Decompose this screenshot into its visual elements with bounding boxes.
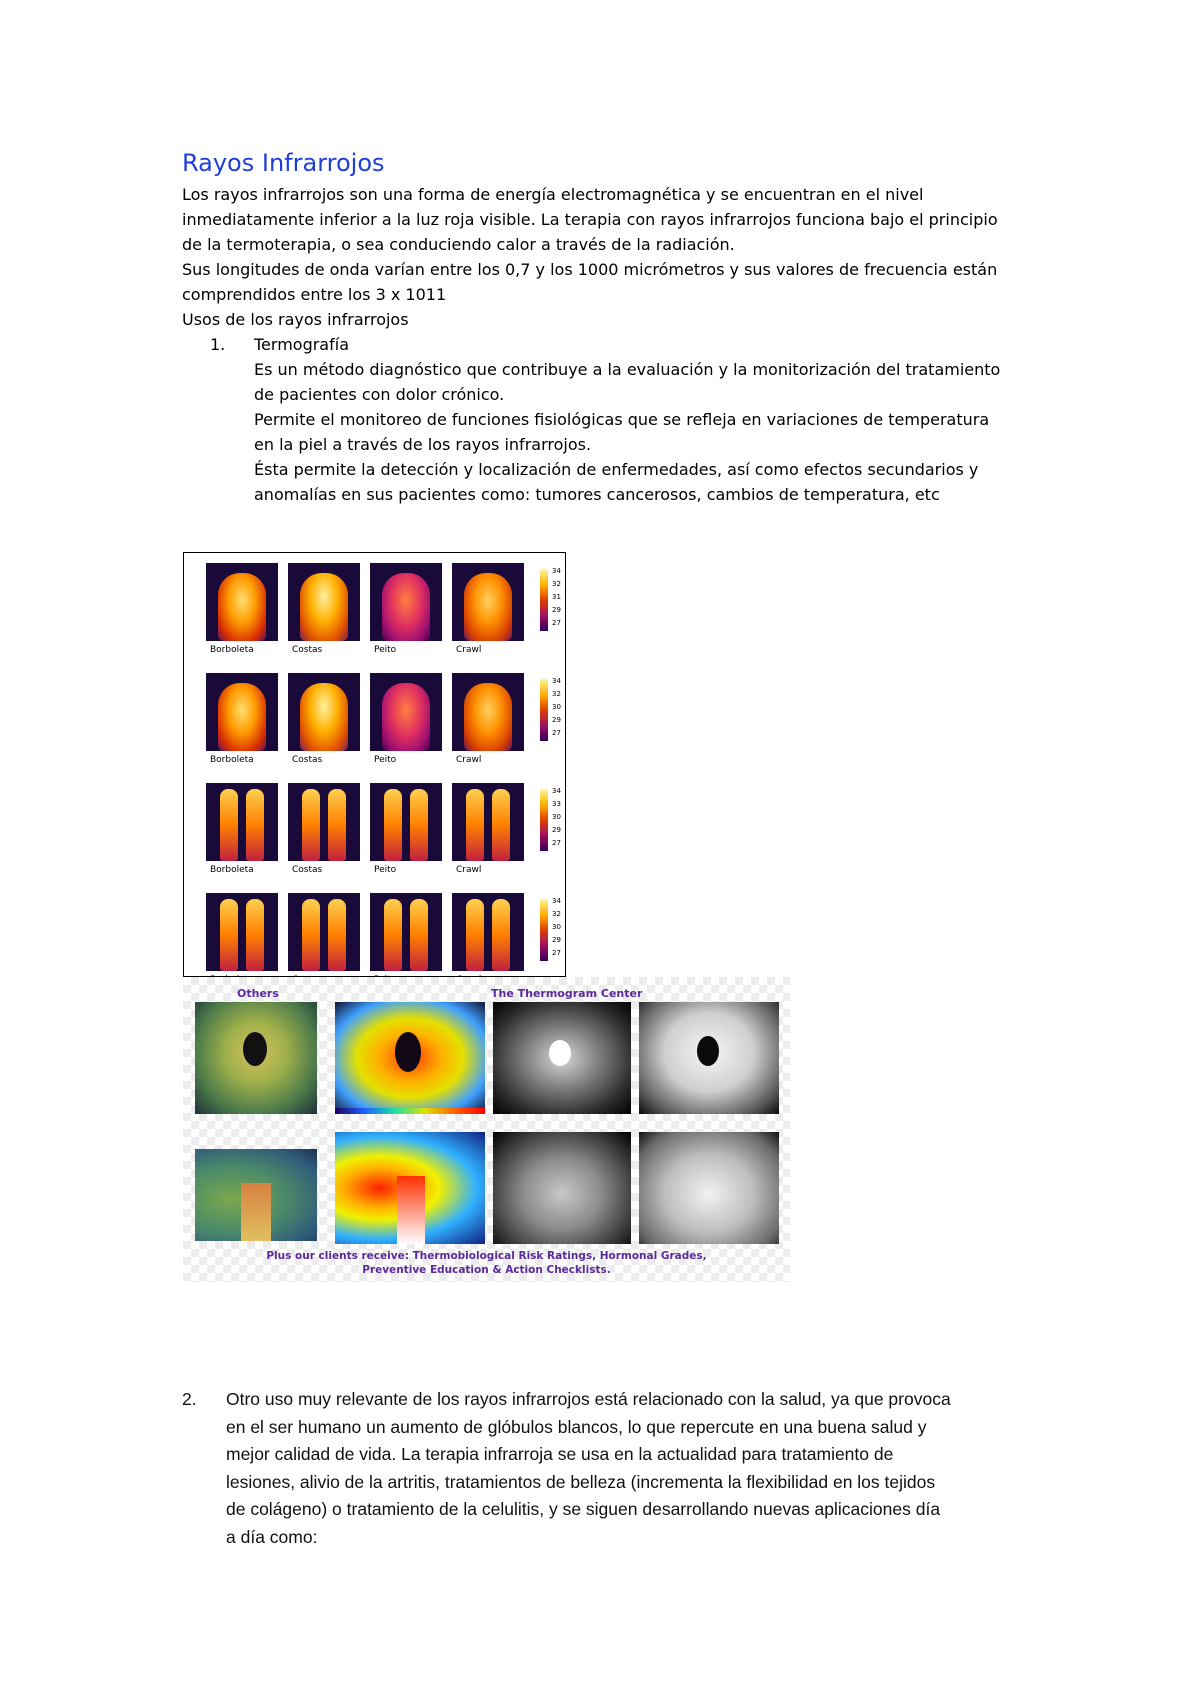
thermogram-face-gray-dark <box>493 1002 631 1114</box>
thermography-image <box>452 783 524 861</box>
colorbar-tick-label: 27 <box>552 619 561 627</box>
list-item-title: Termografía <box>254 335 349 354</box>
temperature-colorbar <box>540 789 548 851</box>
thermography-label: Costas <box>292 645 323 655</box>
colorbar-tick-label: 29 <box>552 826 561 834</box>
list-item-line: Otro uso muy relevante de los rayos infrarrojos está relacionado con la salud, ya que provoca <box>226 1389 951 1409</box>
colorbar-tick-label: 34 <box>552 787 561 795</box>
thermography-image <box>370 673 442 751</box>
wavelength-line: Sus longitudes de onda varían entre los 0,7 y los 1000 micrómetros y sus valores de frecuencia están <box>182 260 998 279</box>
thermogram-chest-color-other <box>195 1149 317 1241</box>
thermography-label: Peito <box>374 865 397 875</box>
colorbar-tick-label: 31 <box>552 593 561 601</box>
list-item-body <box>226 1386 1042 1551</box>
figure-footer-line: Preventive Education & Action Checklists. <box>362 1264 611 1276</box>
thermography-image <box>452 563 524 641</box>
colorbar-tick-label: 29 <box>552 606 561 614</box>
thermography-row <box>206 893 561 971</box>
colorbar-tick-label: 32 <box>552 910 561 918</box>
thermogram-face-color <box>335 1002 485 1114</box>
list-item-line: anomalías en sus pacientes como: tumores cancerosos, cambios de temperatura, etc <box>254 485 940 504</box>
thermography-row <box>206 673 561 765</box>
thermography-image <box>206 563 278 641</box>
uses-heading: Usos de los rayos infrarrojos <box>182 310 409 329</box>
intro-line: Los rayos infrarrojos son una forma de energía electromagnética y se encuentran en el nivel <box>182 185 924 204</box>
list-item-line: Ésta permite la detección y localización de enfermedades, así como efectos secundarios y <box>254 460 979 479</box>
thermography-label: Crawl <box>456 645 482 655</box>
thermography-image <box>206 893 278 971</box>
section-infrared <box>182 146 1042 507</box>
thermography-label: Borboleta <box>210 755 254 765</box>
colorbar-tick-label: 27 <box>552 949 561 957</box>
thermography-image <box>206 673 278 751</box>
thermography-image <box>452 893 524 971</box>
list-number: 2. <box>182 1389 197 1409</box>
thermography-image <box>288 893 360 971</box>
temperature-colorbar <box>540 679 548 741</box>
thermography-image <box>206 783 278 861</box>
colorbar-tick-label: 29 <box>552 716 561 724</box>
thermogram-face-gray-light <box>639 1002 779 1114</box>
wavelength-line: comprendidos entre los 3 x 1011 <box>182 285 447 304</box>
temperature-colorbar <box>540 569 548 631</box>
colorbar-tick-label: 27 <box>552 729 561 737</box>
thermogram-chest-gray-light <box>639 1132 779 1244</box>
thermography-label: Borboleta <box>210 865 254 875</box>
list-item-line: a día como: <box>226 1526 318 1547</box>
thermography-label: Borboleta <box>210 645 254 655</box>
thermogram-chest-color <box>335 1132 485 1244</box>
thermography-label: Crawl <box>456 865 482 875</box>
colorbar-tick-label: 32 <box>552 580 561 588</box>
thermography-image <box>288 563 360 641</box>
list-item-line: en la piel a través de los rayos infrarrojos. <box>254 435 592 454</box>
thermography-image <box>370 563 442 641</box>
figure-header-center: The Thermogram Center <box>491 987 643 1000</box>
list-item-body <box>254 332 1042 507</box>
colorbar-tick-label: 34 <box>552 897 561 905</box>
list-item-health <box>182 1386 1042 1551</box>
list-item-line: en el ser humano un aumento de glóbulos blancos, lo que repercute en una buena salud y <box>226 1416 927 1437</box>
thermography-image <box>370 893 442 971</box>
colorbar-tick-label: 30 <box>552 813 561 821</box>
thermography-label: Peito <box>374 645 397 655</box>
colorbar-tick-label: 34 <box>552 567 561 575</box>
thermography-image <box>452 673 524 751</box>
colorbar-ticks <box>552 565 578 630</box>
colorbar-tick-label: 30 <box>552 923 561 931</box>
thermography-row <box>206 563 561 655</box>
list-item-line: Permite el monitoreo de funciones fisiológicas que se refleja en variaciones de temperatura <box>254 410 990 429</box>
thermography-label: Costas <box>292 755 323 765</box>
thermography-image <box>370 783 442 861</box>
thermogram-comparison-figure <box>183 977 790 1282</box>
list-item-line: de colágeno) o tratamiento de la celulitis, y se siguen desarrollando nuevas aplicaciones día <box>226 1499 941 1519</box>
colorbar-tick-label: 32 <box>552 690 561 698</box>
colorbar-tick-label: 29 <box>552 936 561 944</box>
thermography-label: Peito <box>374 755 397 765</box>
thermography-image <box>288 673 360 751</box>
thermography-image <box>288 783 360 861</box>
colorbar-ticks <box>552 895 578 960</box>
colorbar-tick-label: 30 <box>552 703 561 711</box>
colorbar-ticks <box>552 675 578 740</box>
page-title: Rayos Infrarrojos <box>182 149 385 177</box>
thermography-row <box>206 783 561 875</box>
intro-line: de la termoterapia, o sea conduciendo calor a través de la radiación. <box>182 235 735 254</box>
list-item-line: Es un método diagnóstico que contribuye a la evaluación y la monitorización del tratamiento <box>254 360 1001 379</box>
colorbar-tick-label: 33 <box>552 800 561 808</box>
figure-header-others: Others <box>237 987 279 1000</box>
thermography-swimmers-figure <box>183 552 566 977</box>
colorbar-tick-label: 27 <box>552 839 561 847</box>
list-number: 1. <box>210 335 226 354</box>
list-item-line: mejor calidad de vida. La terapia infrarroja se usa en la actualidad para tratamiento de <box>226 1444 894 1464</box>
list-item-line: lesiones, alivio de la artritis, tratamientos de belleza (incrementa la flexibilidad en los tejidos <box>226 1471 936 1492</box>
thermography-label: Crawl <box>456 755 482 765</box>
colorbar-ticks <box>552 785 578 850</box>
thermogram-face-color-other <box>195 1002 317 1114</box>
figure-footer <box>183 1249 790 1277</box>
colorbar-tick-label: 34 <box>552 677 561 685</box>
thermogram-chest-gray-dark <box>493 1132 631 1244</box>
thermography-label: Costas <box>292 865 323 875</box>
temperature-colorbar <box>540 899 548 961</box>
intro-line: inmediatamente inferior a la luz roja visible. La terapia con rayos infrarrojos funciona bajo el principio <box>182 210 998 229</box>
list-item-thermography <box>182 332 1042 507</box>
figure-footer-line: Plus our clients receive: Thermobiological Risk Ratings, Hormonal Grades, <box>266 1250 707 1262</box>
list-item-line: de pacientes con dolor crónico. <box>254 385 505 404</box>
